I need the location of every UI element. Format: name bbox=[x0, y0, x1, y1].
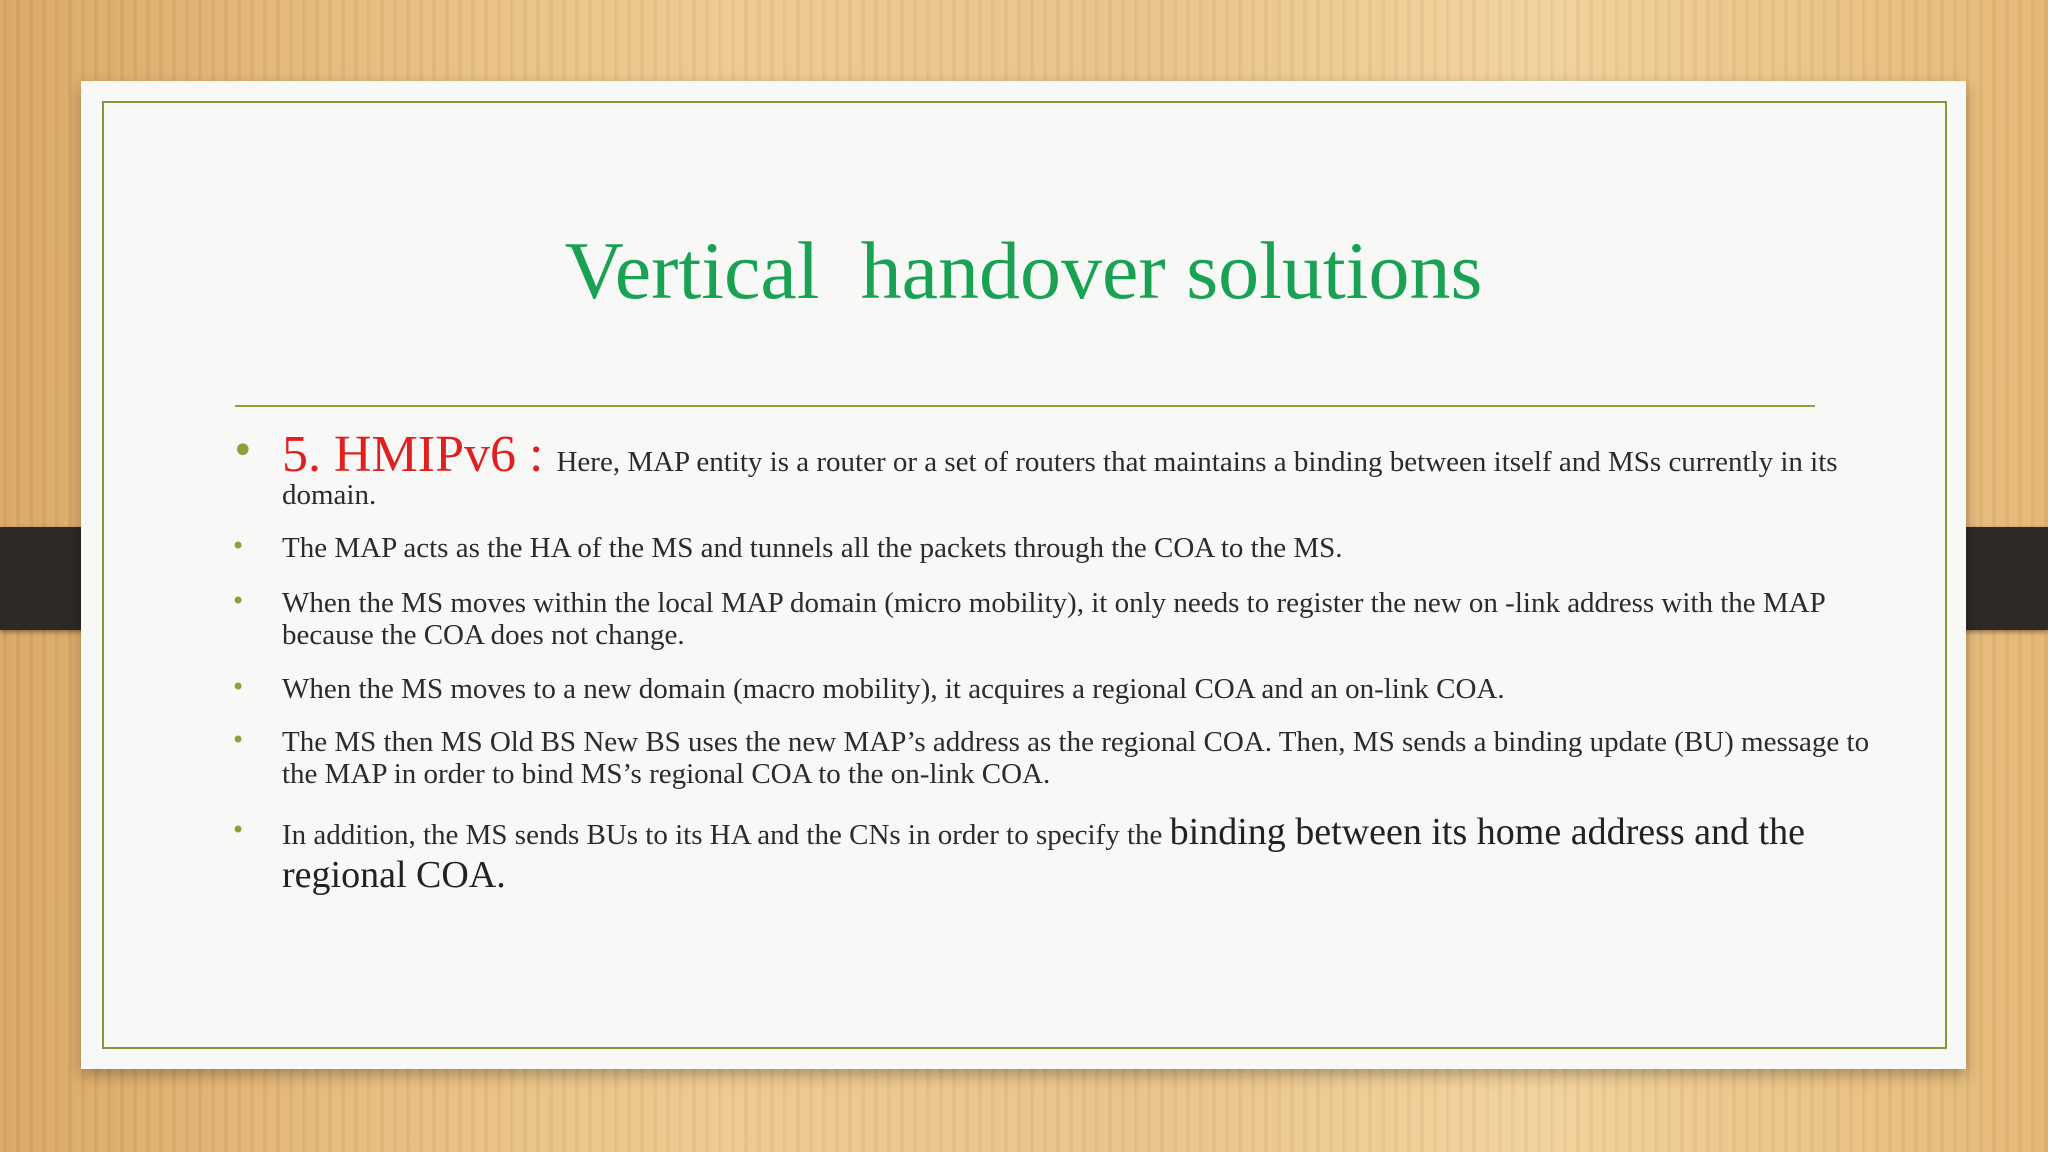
bullet-text: When the MS moves within the local MAP domain (micro mobility), it only needs to register the new on -link address with the MAP because the COA does not change. bbox=[282, 587, 1825, 651]
bullet-lead-heading: 5. HMIPv6 : bbox=[282, 426, 557, 483]
bullet-item-micro-mobility bbox=[231, 587, 1891, 651]
title-divider bbox=[235, 405, 1815, 407]
bullet-dot-icon: • bbox=[231, 673, 246, 701]
bullet-text: In addition, the MS sends BUs to its HA and the CNs in order to specify the bbox=[282, 819, 1170, 851]
bullet-text: The MS then MS Old BS New BS uses the new MAP’s address as the regional COA. Then, MS sends a binding update (BU) message to the MAP in order to bind MS’s regional COA to the on-link COA. bbox=[282, 726, 1870, 790]
bullet-text: The MAP acts as the HA of the MS and tunnels all the packets through the COA to the MS. bbox=[282, 532, 1343, 564]
bullet-emphasis-text: binding between its home address and the regional COA. bbox=[282, 811, 1805, 896]
bullet-dot-icon: • bbox=[231, 726, 246, 754]
bullet-item-binding-update bbox=[231, 726, 1891, 790]
bullet-text: Here, MAP entity is a router or a set of routers that maintains a binding between itself and MSs currently in its domain. bbox=[282, 446, 1838, 511]
bullet-dot-icon: • bbox=[231, 428, 255, 474]
bullet-dot-icon: • bbox=[231, 532, 246, 560]
bullet-item-bus-to-ha bbox=[231, 812, 1891, 898]
bullet-list bbox=[231, 426, 1891, 898]
slide-title: Vertical handover solutions bbox=[564, 225, 1483, 316]
bullet-item-macro-mobility bbox=[231, 673, 1891, 706]
bullet-dot-icon: • bbox=[231, 587, 246, 615]
bullet-item-hmipv6 bbox=[231, 426, 1891, 512]
bullet-dot-icon: • bbox=[231, 816, 246, 844]
slide bbox=[81, 81, 1966, 1069]
bullet-item-map-ha bbox=[231, 532, 1891, 565]
bullet-text: When the MS moves to a new domain (macro mobility), it acquires a regional COA and an on-link COA. bbox=[282, 673, 1505, 705]
